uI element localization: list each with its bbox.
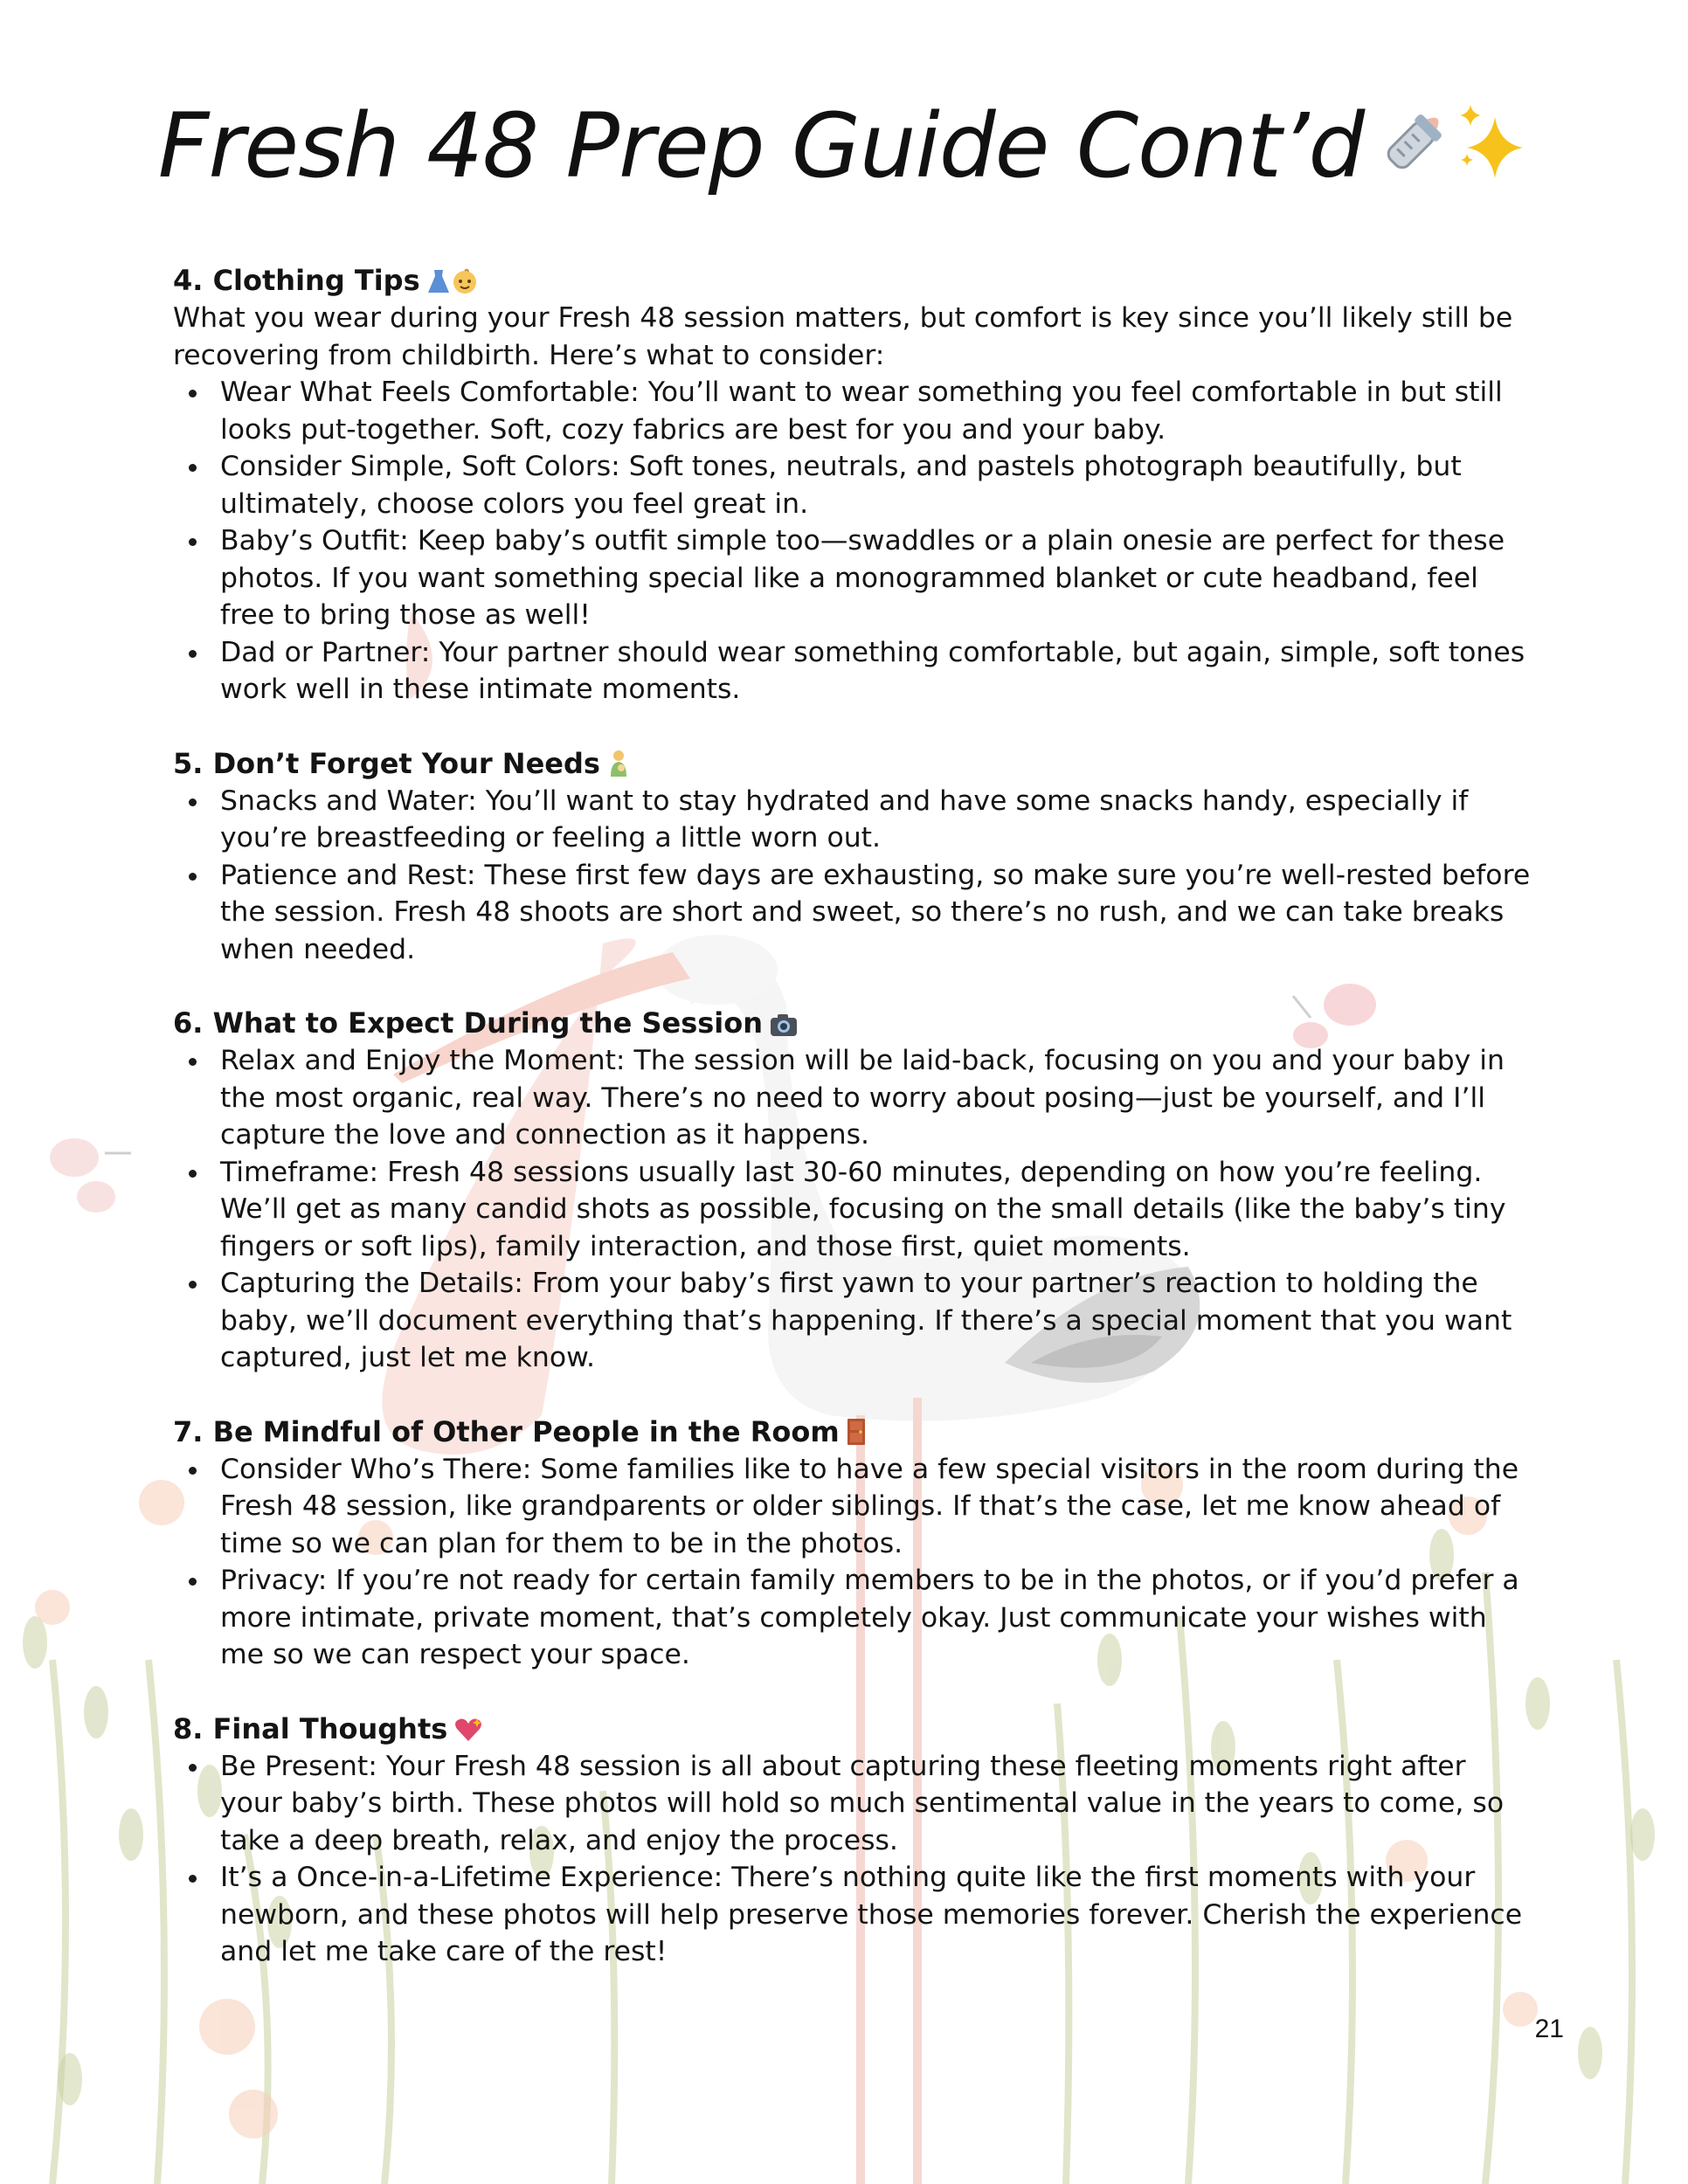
dress-icon — [427, 266, 450, 304]
bullet-list — [173, 374, 1536, 708]
bullet-list — [173, 1042, 1536, 1377]
list-item: Snacks and Water: You’ll want to stay hydrated and have some snacks handy, especially if you’re breastfeeding or feeling a little worn out. — [173, 783, 1536, 857]
section-your-needs — [173, 745, 1536, 969]
list-item: Consider Who’s There: Some families like to have a few special visitors in the room during the Fresh 48 session, like grandparents or older siblings. If that’s the case, let me know ahead of time so we can plan for them to be in the photos. — [173, 1451, 1536, 1563]
title-text: Fresh 48 Prep Guide Cont’d — [157, 94, 1365, 198]
page-title — [0, 94, 1688, 205]
door-icon — [847, 1418, 866, 1455]
section-heading: 7. Be Mindful of Other People in the Room — [173, 1413, 1536, 1451]
baby-bottle-icon — [1373, 100, 1456, 205]
section-heading: 5. Don’t Forget Your Needs — [173, 745, 1536, 783]
section-final-thoughts — [173, 1711, 1536, 1971]
breastfeeding-icon — [607, 750, 630, 787]
sparkles-icon — [1451, 100, 1530, 205]
bullet-list — [173, 783, 1536, 969]
list-item: It’s a Once-in-a-Lifetime Experience: There’s nothing quite like the first moments with your newborn, and these photos will help preserve those memories forever. Cherish the experience and let me take care of the rest! — [173, 1859, 1536, 1971]
sparkling-heart-icon — [454, 1715, 482, 1752]
baby-icon — [452, 266, 478, 304]
guide-content — [173, 262, 1536, 2008]
section-heading: 6. What to Expect During the Session — [173, 1005, 1536, 1042]
section-other-people — [173, 1413, 1536, 1674]
list-item: Patience and Rest: These first few days are exhausting, so make sure you’re well-rested before the session. Fresh 48 shoots are short and sweet, so there’s no rush, and we can take breaks when needed. — [173, 857, 1536, 969]
list-item: Relax and Enjoy the Moment: The session will be laid-back, focusing on you and your baby in the most organic, real way. There’s no need to worry about posing—just be yourself, and I’ll capture the love and connection as it happens. — [173, 1042, 1536, 1154]
list-item: Wear What Feels Comfortable: You’ll want to wear something you feel comfortable in but still looks put-together. Soft, cozy fabrics are best for you and your baby. — [173, 374, 1536, 448]
list-item: Be Present: Your Fresh 48 session is all about capturing these fleeting moments right after your baby’s birth. These photos will hold so much sentimental value in the years to come, so take a deep breath, relax, and enjoy the process. — [173, 1748, 1536, 1860]
page-number: 21 — [1534, 2015, 1564, 2043]
section-clothing-tips — [173, 262, 1536, 708]
list-item: Consider Simple, Soft Colors: Soft tones, neutrals, and pastels photograph beautifully, but ultimately, choose colors you feel great in. — [173, 448, 1536, 522]
section-intro: What you wear during your Fresh 48 session matters, but comfort is key since you’ll likely still be recovering from childbirth. Here’s what to consider: — [173, 302, 1513, 371]
section-heading: 4. Clothing Tips — [173, 262, 1536, 300]
list-item: Dad or Partner: Your partner should wear something comfortable, but again, simple, soft tones work well in these intimate moments. — [173, 634, 1536, 708]
bullet-list — [173, 1451, 1536, 1674]
list-item: Baby’s Outfit: Keep baby’s outfit simple too—swaddles or a plain onesie are perfect for these photos. If you want something special like a monogrammed blanket or cute headband, feel free to bring those as well! — [173, 522, 1536, 634]
section-heading: 8. Final Thoughts — [173, 1711, 1536, 1748]
camera-icon — [770, 1009, 798, 1047]
list-item: Privacy: If you’re not ready for certain family members to be in the photos, or if you’d prefer a more intimate, private moment, that’s completely okay. Just communicate your wishes with me so we can respect your space. — [173, 1562, 1536, 1674]
list-item: Timeframe: Fresh 48 sessions usually last 30-60 minutes, depending on how you’re feeling. We’ll get as many candid shots as possible, focusing on the small details (like the baby’s tiny fingers or soft lips), family interaction, and those first, quiet moments. — [173, 1154, 1536, 1266]
bullet-list — [173, 1748, 1536, 1971]
section-what-to-expect — [173, 1005, 1536, 1377]
list-item: Capturing the Details: From your baby’s first yawn to your partner’s reaction to holding the baby, we’ll document everything that’s happening. If there’s a special moment that you want captured, just let me know. — [173, 1265, 1536, 1377]
